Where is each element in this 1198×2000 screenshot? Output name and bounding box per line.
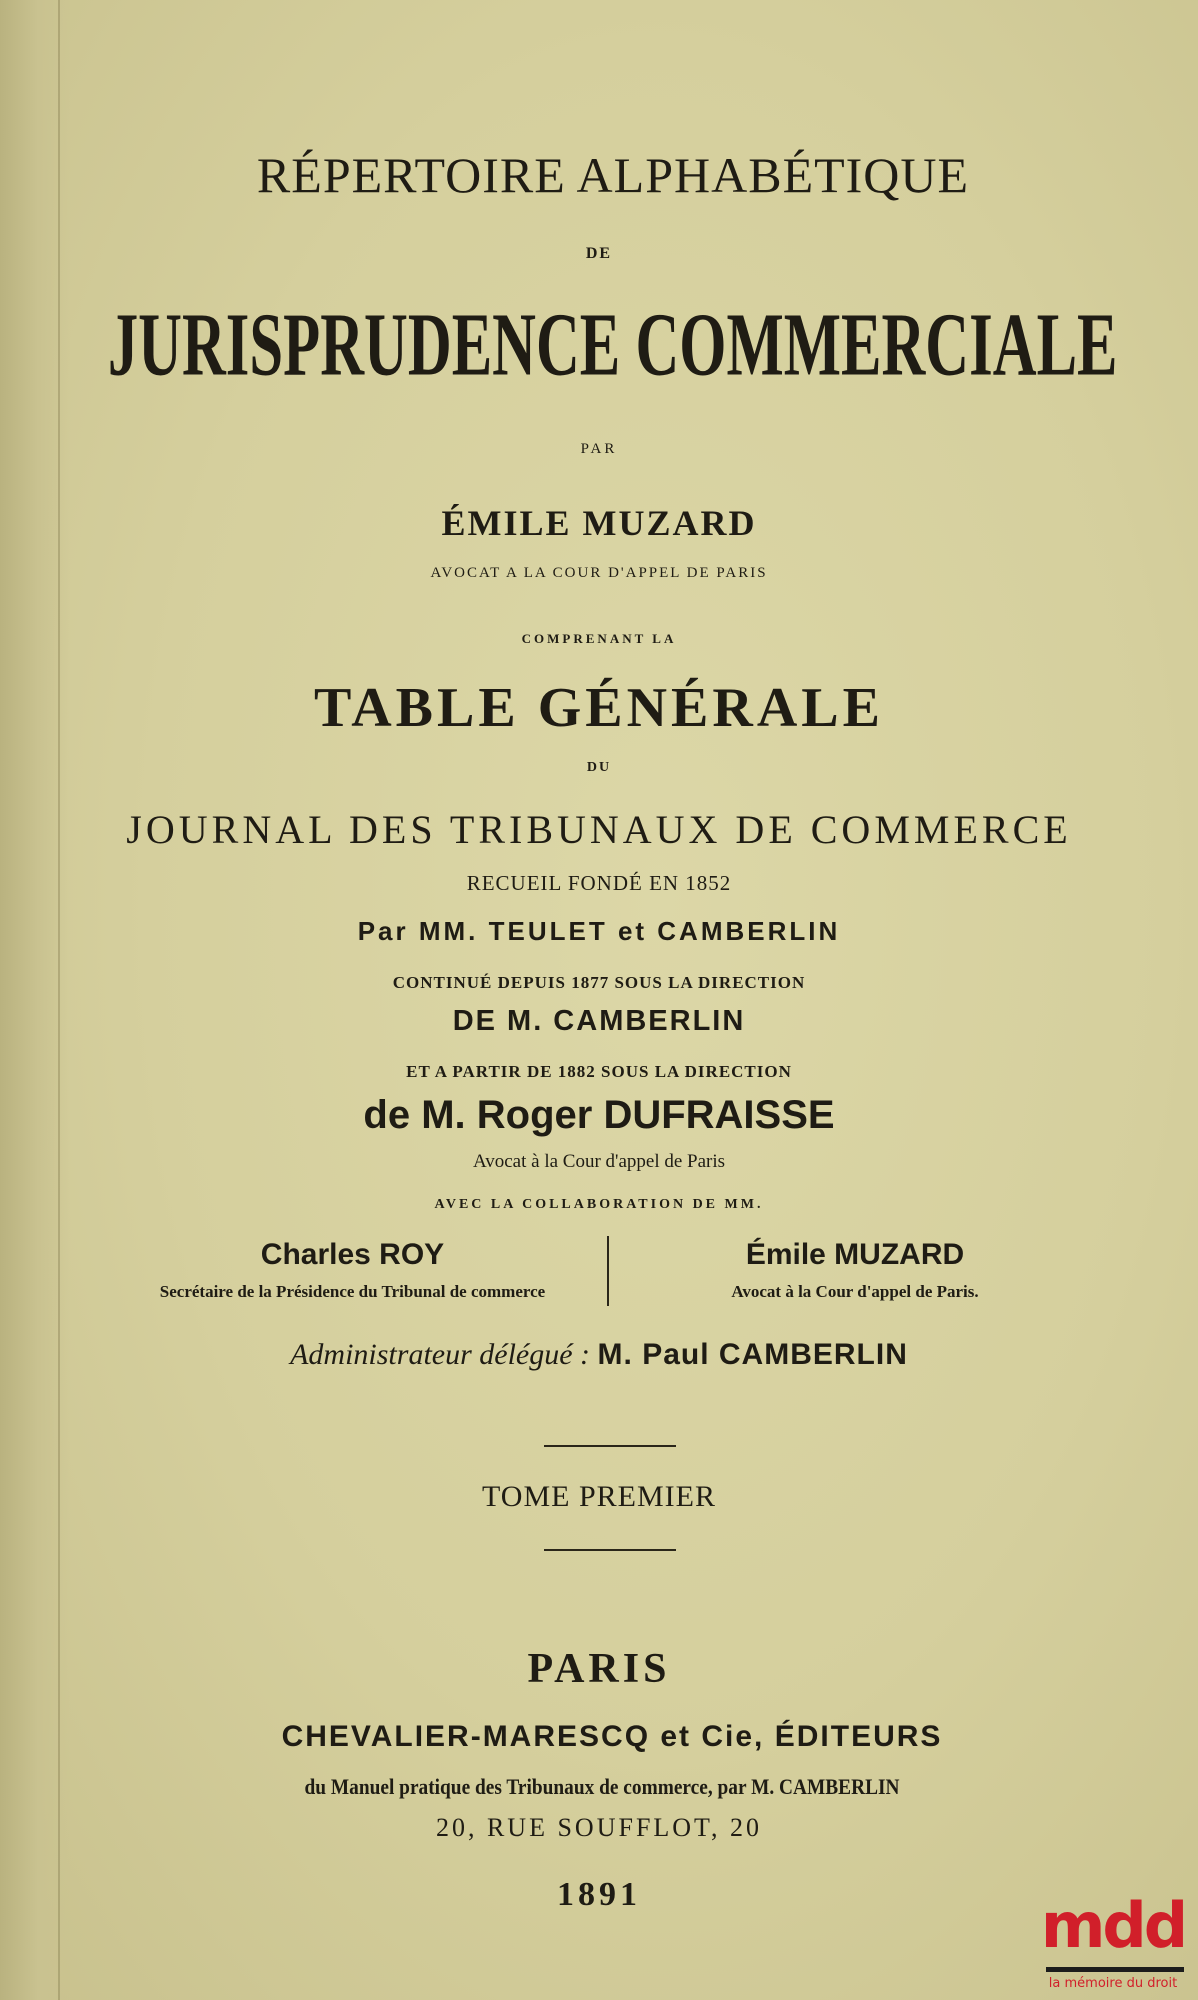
- mdd-logo-mark: mdd: [1040, 1889, 1186, 1962]
- rule-bottom: [544, 1549, 676, 1551]
- tome-label: TOME PREMIER: [482, 1480, 716, 1513]
- city: PARIS: [527, 1646, 671, 1692]
- collaborator-muzard-name: Émile MUZARD: [745, 1238, 965, 1271]
- administrator-name: M. Paul CAMBERLIN: [597, 1338, 908, 1371]
- connector-par: PAR: [580, 441, 618, 457]
- table-title: TABLE GÉNÉRALE: [314, 677, 884, 739]
- partir-line: ET A PARTIR DE 1882 SOUS LA DIRECTION: [406, 1062, 792, 1081]
- journal-title: JOURNAL DES TRIBUNAUX DE COMMERCE: [126, 807, 1072, 852]
- director-role: Avocat à la Cour d'appel de Paris: [472, 1151, 726, 1172]
- publisher: CHEVALIER-MARESCQ et Cie, ÉDITEURS: [281, 1720, 943, 1753]
- continue-line: CONTINUÉ DEPUIS 1877 SOUS LA DIRECTION: [392, 973, 806, 992]
- administrator-line: [0, 1340, 1198, 1370]
- collaborator-roy-name: Charles ROY: [260, 1238, 445, 1271]
- subtitle-repertoire: RÉPERTOIRE ALPHABÉTIQUE: [256, 147, 970, 203]
- director-line: de M. Roger DUFRAISSE: [363, 1093, 835, 1137]
- founders-line: Par MM. TEULET et CAMBERLIN: [357, 916, 841, 946]
- publisher-note: du Manuel pratique des Tribunaux de commerce, par M. CAMBERLIN: [304, 1774, 900, 1799]
- administrator-label: Administrateur délégué :: [290, 1338, 591, 1371]
- gutter-line: [58, 0, 60, 2000]
- mdd-logo: [1038, 1889, 1188, 1995]
- collaboration-line: AVEC LA COLLABORATION DE MM.: [434, 1197, 764, 1212]
- connector-de: DE: [585, 245, 613, 262]
- author-name: ÉMILE MUZARD: [441, 503, 757, 543]
- address: 20, RUE SOUFFLOT, 20: [435, 1813, 763, 1842]
- collaborator-roy-role: Secrétaire de la Présidence du Tribunal de commerce: [159, 1282, 546, 1301]
- publication-year: 1891: [557, 1876, 641, 1913]
- camberlin-line: DE M. CAMBERLIN: [452, 1005, 746, 1037]
- connector-du: DU: [586, 760, 612, 775]
- author-role: AVOCAT A LA COUR D'APPEL DE PARIS: [430, 565, 768, 581]
- mdd-logo-bar: [1046, 1967, 1184, 1972]
- main-title: JURISPRUDENCE COMMERCIALE: [107, 295, 1118, 396]
- connector-comprenant: COMPRENANT LA: [521, 631, 677, 646]
- collaborator-muzard-role: Avocat à la Cour d'appel de Paris.: [731, 1282, 979, 1301]
- rule-top: [544, 1445, 676, 1447]
- column-divider: [607, 1236, 609, 1306]
- recueil-line: RECUEIL FONDÉ EN 1852: [466, 871, 732, 895]
- mdd-logo-tagline: la mémoire du droit: [1048, 1976, 1178, 1991]
